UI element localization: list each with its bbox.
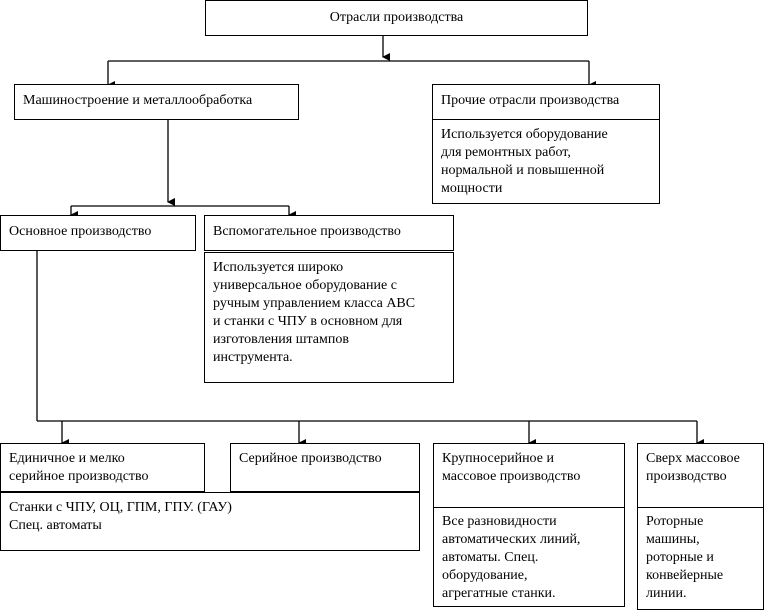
node-root: Отрасли производства xyxy=(205,0,588,36)
node-aux: Вспомогательное производство xyxy=(204,215,454,251)
node-supermass: Сверх массовое производство xyxy=(637,443,764,508)
note-single: Станки с ЧПУ, ОЦ, ГПМ, ГПУ. (ГАУ) Спец. автоматы xyxy=(0,492,420,551)
note-supermass: Роторные машины, роторные и конвейерные линии. xyxy=(637,507,764,610)
node-other: Прочие отрасли производства xyxy=(432,84,660,120)
note-large: Все разновидности автоматических линий, автоматы. Спец. оборудование, агрегатные станки. xyxy=(433,507,625,607)
node-large: Крупносерийное и массовое производство xyxy=(433,443,625,508)
node-serial: Серийное производство xyxy=(230,443,420,492)
note-aux: Используется широко универсальное оборудование с ручным управлением класса АВС и станки с ЧПУ в основном для изготовления штампов инструмента. xyxy=(204,252,454,383)
node-single: Единичное и мелко серийное производство xyxy=(0,443,205,492)
node-machinebuilding: Машиностроение и металлообработка xyxy=(14,84,299,120)
node-main: Основное производство xyxy=(0,215,196,251)
note-other: Используется оборудование для ремонтных работ, нормальной и повышенной мощности xyxy=(432,119,660,204)
